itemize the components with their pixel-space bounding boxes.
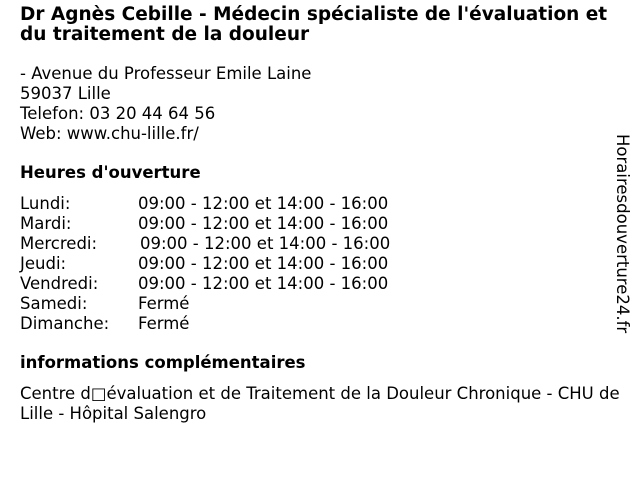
additional-info-heading: informations complémentaires (20, 353, 306, 372)
day-hours: 09:00 - 12:00 et 14:00 - 16:00 (138, 274, 389, 293)
day-label: Mercredi: (20, 234, 98, 253)
site-brand-vertical: Horairesdouverture24.fr (613, 134, 632, 334)
contact-block (20, 64, 311, 144)
day-label: Mardi: (20, 214, 72, 233)
street-address: - Avenue du Professeur Emile Laine (20, 64, 312, 83)
additional-info-text: Centre d□évaluation et de Traitement de la Douleur Chronique - CHU de Lille - Hôpital Salengro (20, 384, 620, 423)
day-label: Dimanche: (20, 314, 110, 333)
day-hours: 09:00 - 12:00 et 14:00 - 16:00 (138, 214, 389, 233)
day-label: Lundi: (20, 194, 71, 213)
page-title: Dr Agnès Cebille - Médecin spécialiste de l'évaluation et du traitement de la douleur (20, 4, 608, 45)
day-hours: 09:00 - 12:00 et 14:00 - 16:00 (138, 194, 389, 213)
day-hours: 09:00 - 12:00 et 14:00 - 16:00 (138, 254, 389, 273)
phone-number: Telefon: 03 20 44 64 56 (20, 104, 216, 123)
day-hours: 09:00 - 12:00 et 14:00 - 16:00 (140, 234, 391, 253)
day-hours: Fermé (138, 294, 190, 313)
opening-hours-heading: Heures d'ouverture (20, 163, 201, 182)
website: Web: www.chu-lille.fr/ (20, 124, 199, 143)
city: 59037 Lille (20, 84, 111, 103)
day-label: Vendredi: (20, 274, 99, 293)
day-label: Jeudi: (20, 254, 67, 273)
day-hours: Fermé (138, 314, 190, 333)
day-label: Samedi: (20, 294, 88, 313)
